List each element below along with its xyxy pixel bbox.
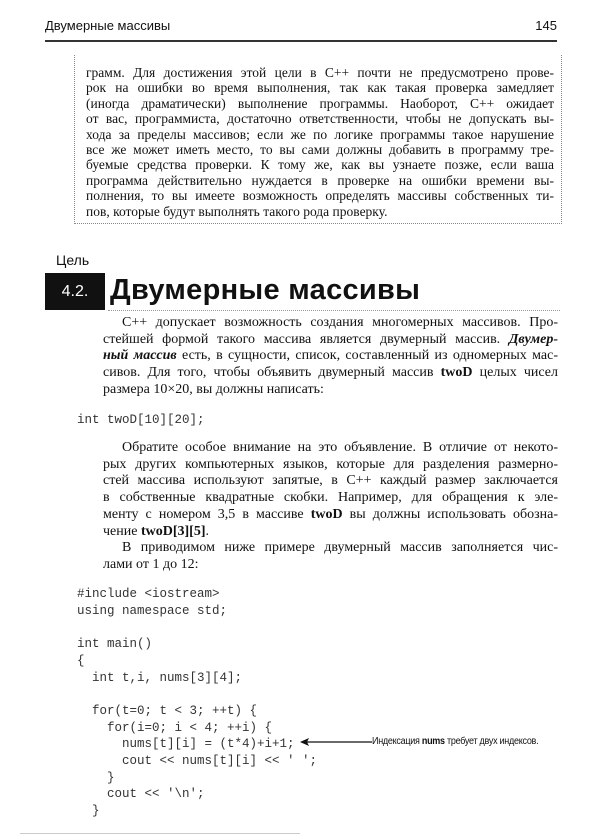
text-line [103, 348, 558, 365]
bold-term: twoD [440, 365, 473, 381]
text-run: чение [103, 523, 141, 539]
text-run: полнения, то вы имеете возможность определять массивы собственных ти- [86, 188, 554, 204]
text-line [103, 382, 558, 399]
text-run: стей массива используют запятые, в C++ каждый размер заключается [103, 473, 558, 489]
section-title: Двумерные массивы [110, 274, 421, 306]
paragraph-example [103, 540, 558, 573]
text-line [103, 440, 558, 457]
paragraph-notation [103, 440, 558, 540]
annotation-keyword: nums [421, 736, 445, 747]
text-line [86, 127, 554, 142]
text-line [103, 365, 558, 382]
text-line [103, 524, 558, 541]
text-line [86, 157, 554, 172]
text-line [86, 80, 554, 95]
text-run: грамм. Для достижения этой цели в C++ почти не предусмотрено прове- [86, 65, 554, 80]
bold-term: twoD[3][5] [140, 523, 206, 539]
text-run: сивов. Для того, чтобы объявить двумерный массив [103, 365, 441, 381]
code-example: #include <iostream> using namespace std; int main() { int t,i, nums[3][4]; for(t=0; t < 3; ++t) { for(i=0; i < 4; ++i) { nums[t][i] = (t*4)+i+1; cout << nums[t][i] << ' '; } cout << '\n'; } [77, 587, 318, 819]
text-run: лами от 1 до 12: [103, 556, 199, 572]
running-header [45, 14, 557, 42]
text-run: пов, которые будут выполнять такого рода проверку. [86, 203, 388, 219]
text-run: . [205, 523, 209, 539]
text-line [86, 142, 554, 157]
text-line [103, 557, 558, 574]
text-run: в собственные квадратные скобки. Например, для обращения к эле- [103, 490, 558, 506]
text-run: все же может иметь место, то вы сами должны добавить в программу тре- [86, 142, 554, 158]
text-run: целых чисел [472, 365, 559, 381]
section-number: 4.2. [45, 273, 105, 310]
italic-term: ный массив [103, 348, 177, 364]
text-line [103, 490, 558, 507]
text-run: (иногда драматически) выполнение программы. Наоборот, C++ ожидает [86, 95, 554, 111]
text-line [103, 507, 558, 524]
text-line [86, 111, 554, 126]
text-line [103, 540, 558, 557]
text-run: Обратите особое внимание на это объявление. В отличие от некото- [122, 440, 558, 455]
running-title: Двумерные массивы [45, 18, 171, 33]
text-run: от вас, программиста, достаточно ответственности, чтобы не допускать вы- [86, 111, 554, 127]
text-run: есть, в сущности, список, составленный из одномерных мас- [176, 348, 558, 364]
text-run: буемые средства проверки. К тому же, как вы узнаете позже, если ваша [86, 157, 554, 173]
text-line [86, 65, 554, 80]
text-line [103, 315, 558, 332]
text-run: программа действительно нуждается в проверке на ошибки времени вы- [86, 172, 554, 188]
text-line [86, 96, 554, 111]
code-declaration: int twoD[10][20]; [77, 413, 205, 427]
text-line [103, 332, 558, 349]
code-annotation [372, 736, 538, 748]
annotation-text: Индексация [372, 736, 422, 747]
text-run: стейшей формой такого массива является двумерный массив. [103, 331, 509, 347]
text-run: хода за пределы массивов; если же по логике программы такое нарушение [86, 126, 554, 142]
arrow-left-icon [300, 738, 372, 746]
text-run: вы должны использовать обозна- [342, 506, 558, 522]
goal-label: Цель [56, 252, 90, 268]
text-run: C++ допускает возможность создания многомерных массивов. Про- [122, 315, 558, 330]
text-run: рых других компьютерных языков, которые для разделения размерно- [103, 456, 558, 472]
text-line [103, 457, 558, 474]
title-divider [108, 310, 560, 311]
text-line [86, 204, 554, 219]
paragraph-intro [103, 315, 558, 399]
note-paragraph [86, 65, 554, 219]
bold-term: twoD [310, 506, 343, 522]
text-line [103, 473, 558, 490]
text-run: менту с номером 3,5 в массиве [103, 506, 311, 522]
text-run: рок на ошибки во время выполнения, так как такая проверка замедляет [86, 80, 554, 96]
text-run: размера 10×20, вы должны написать: [103, 381, 324, 397]
text-line [86, 173, 554, 188]
annotation-text: требует двух индексов. [444, 736, 539, 747]
bottom-divider [20, 833, 300, 834]
text-line [86, 188, 554, 203]
italic-term: Двумер- [508, 331, 558, 347]
page-number: 145 [535, 18, 557, 33]
text-run: В приводимом ниже примере двумерный массив заполняется чис- [122, 540, 558, 555]
